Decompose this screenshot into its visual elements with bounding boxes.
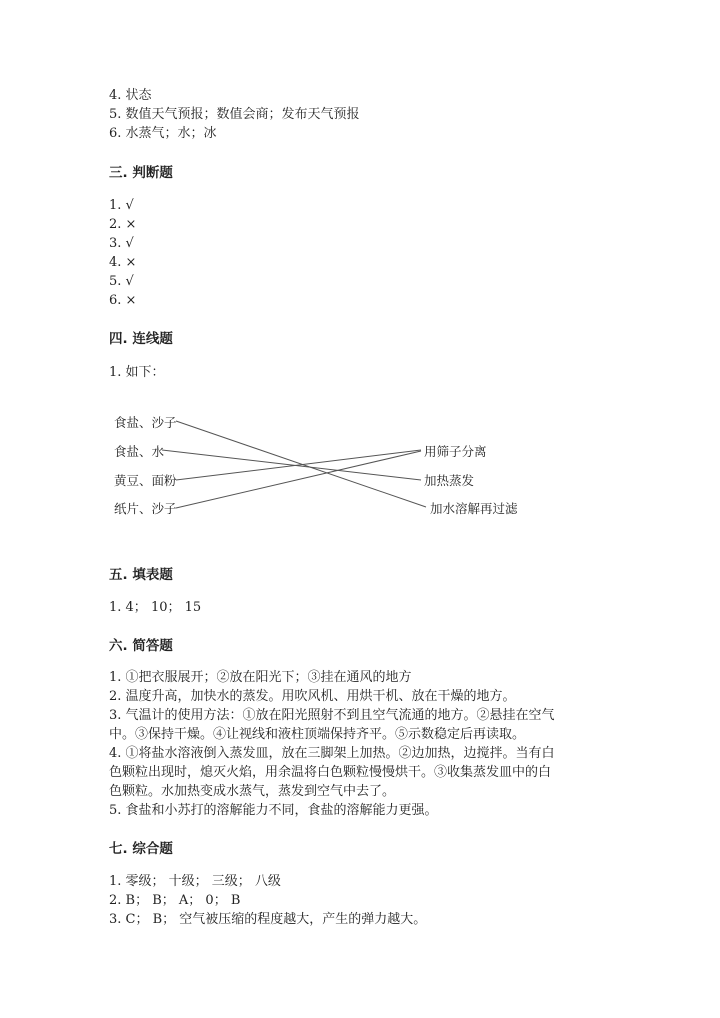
answer-line: 6. × — [109, 293, 137, 308]
answer-line: 2. 温度升高，加快水的蒸发。用吹风机、用烘干机、放在干燥的地方。 — [109, 689, 516, 704]
matching-link — [176, 421, 426, 507]
answer-line: 4. × — [109, 255, 137, 270]
answer-line: 5. 食盐和小苏打的溶解能力不同，食盐的溶解能力更强。 — [109, 803, 438, 818]
answer-line: 1. √ — [109, 198, 134, 213]
answer-line: 6. 水蒸气；水；冰 — [109, 126, 217, 141]
matching-right-item: 加水溶解再过滤 — [430, 501, 518, 516]
section-heading-fill-table: 五. 填表题 — [109, 567, 173, 583]
answer-line: 3. √ — [109, 236, 134, 251]
section-heading-judgement: 三. 判断题 — [109, 165, 173, 181]
matching-left-item: 食盐、沙子 — [114, 415, 177, 430]
section-heading-matching: 四. 连线题 — [109, 331, 173, 347]
answer-line: 5. 数值天气预报；数值会商；发布天气预报 — [109, 107, 360, 122]
matching-intro: 1. 如下： — [109, 365, 165, 380]
matching-left-item: 食盐、水 — [114, 444, 165, 459]
answer-line: 5. √ — [109, 274, 134, 289]
matching-link — [176, 451, 421, 508]
answer-line: 3. C； B； 空气被压缩的程度越大，产生的弹力越大。 — [109, 912, 427, 927]
answer-line: 色颗粒。水加热变成水蒸气，蒸发到空气中去了。 — [109, 784, 396, 799]
answer-line: 1. 4； 10； 15 — [109, 600, 202, 615]
section-heading-comprehensive: 七. 综合题 — [109, 841, 173, 857]
answer-line: 1. ①把衣服展开；②放在阳光下；③挂在通风的地方 — [109, 670, 412, 685]
answer-line: 4. 状态 — [109, 88, 152, 103]
matching-left-item: 黄豆、面粉 — [114, 473, 177, 488]
matching-right-item: 加热蒸发 — [424, 473, 475, 488]
answer-line: 3. 气温计的使用方法：①放在阳光照射不到且空气流通的地方。②悬挂在空气 — [109, 708, 555, 723]
answer-line: 中。③保持干燥。④让视线和液柱顶端保持齐平。⑤示数稳定后再读取。 — [109, 727, 526, 742]
answer-line: 1. 零级； 十级； 三级； 八级 — [109, 874, 281, 889]
answer-line: 2. × — [109, 217, 137, 232]
answer-line: 2. B； B； A； 0； B — [109, 893, 241, 908]
answer-line: 4. ①将盐水溶液倒入蒸发皿，放在三脚架上加热。②边加热，边搅拌。当有白 — [109, 746, 555, 761]
matching-left-item: 纸片、沙子 — [114, 501, 177, 516]
section-heading-short-answer: 六. 简答题 — [109, 638, 173, 654]
answer-line: 色颗粒出现时，熄灭火焰，用余温将白色颗粒慢慢烘干。③收集蒸发皿中的白 — [109, 765, 552, 780]
matching-right-item: 用筛子分离 — [424, 444, 487, 459]
